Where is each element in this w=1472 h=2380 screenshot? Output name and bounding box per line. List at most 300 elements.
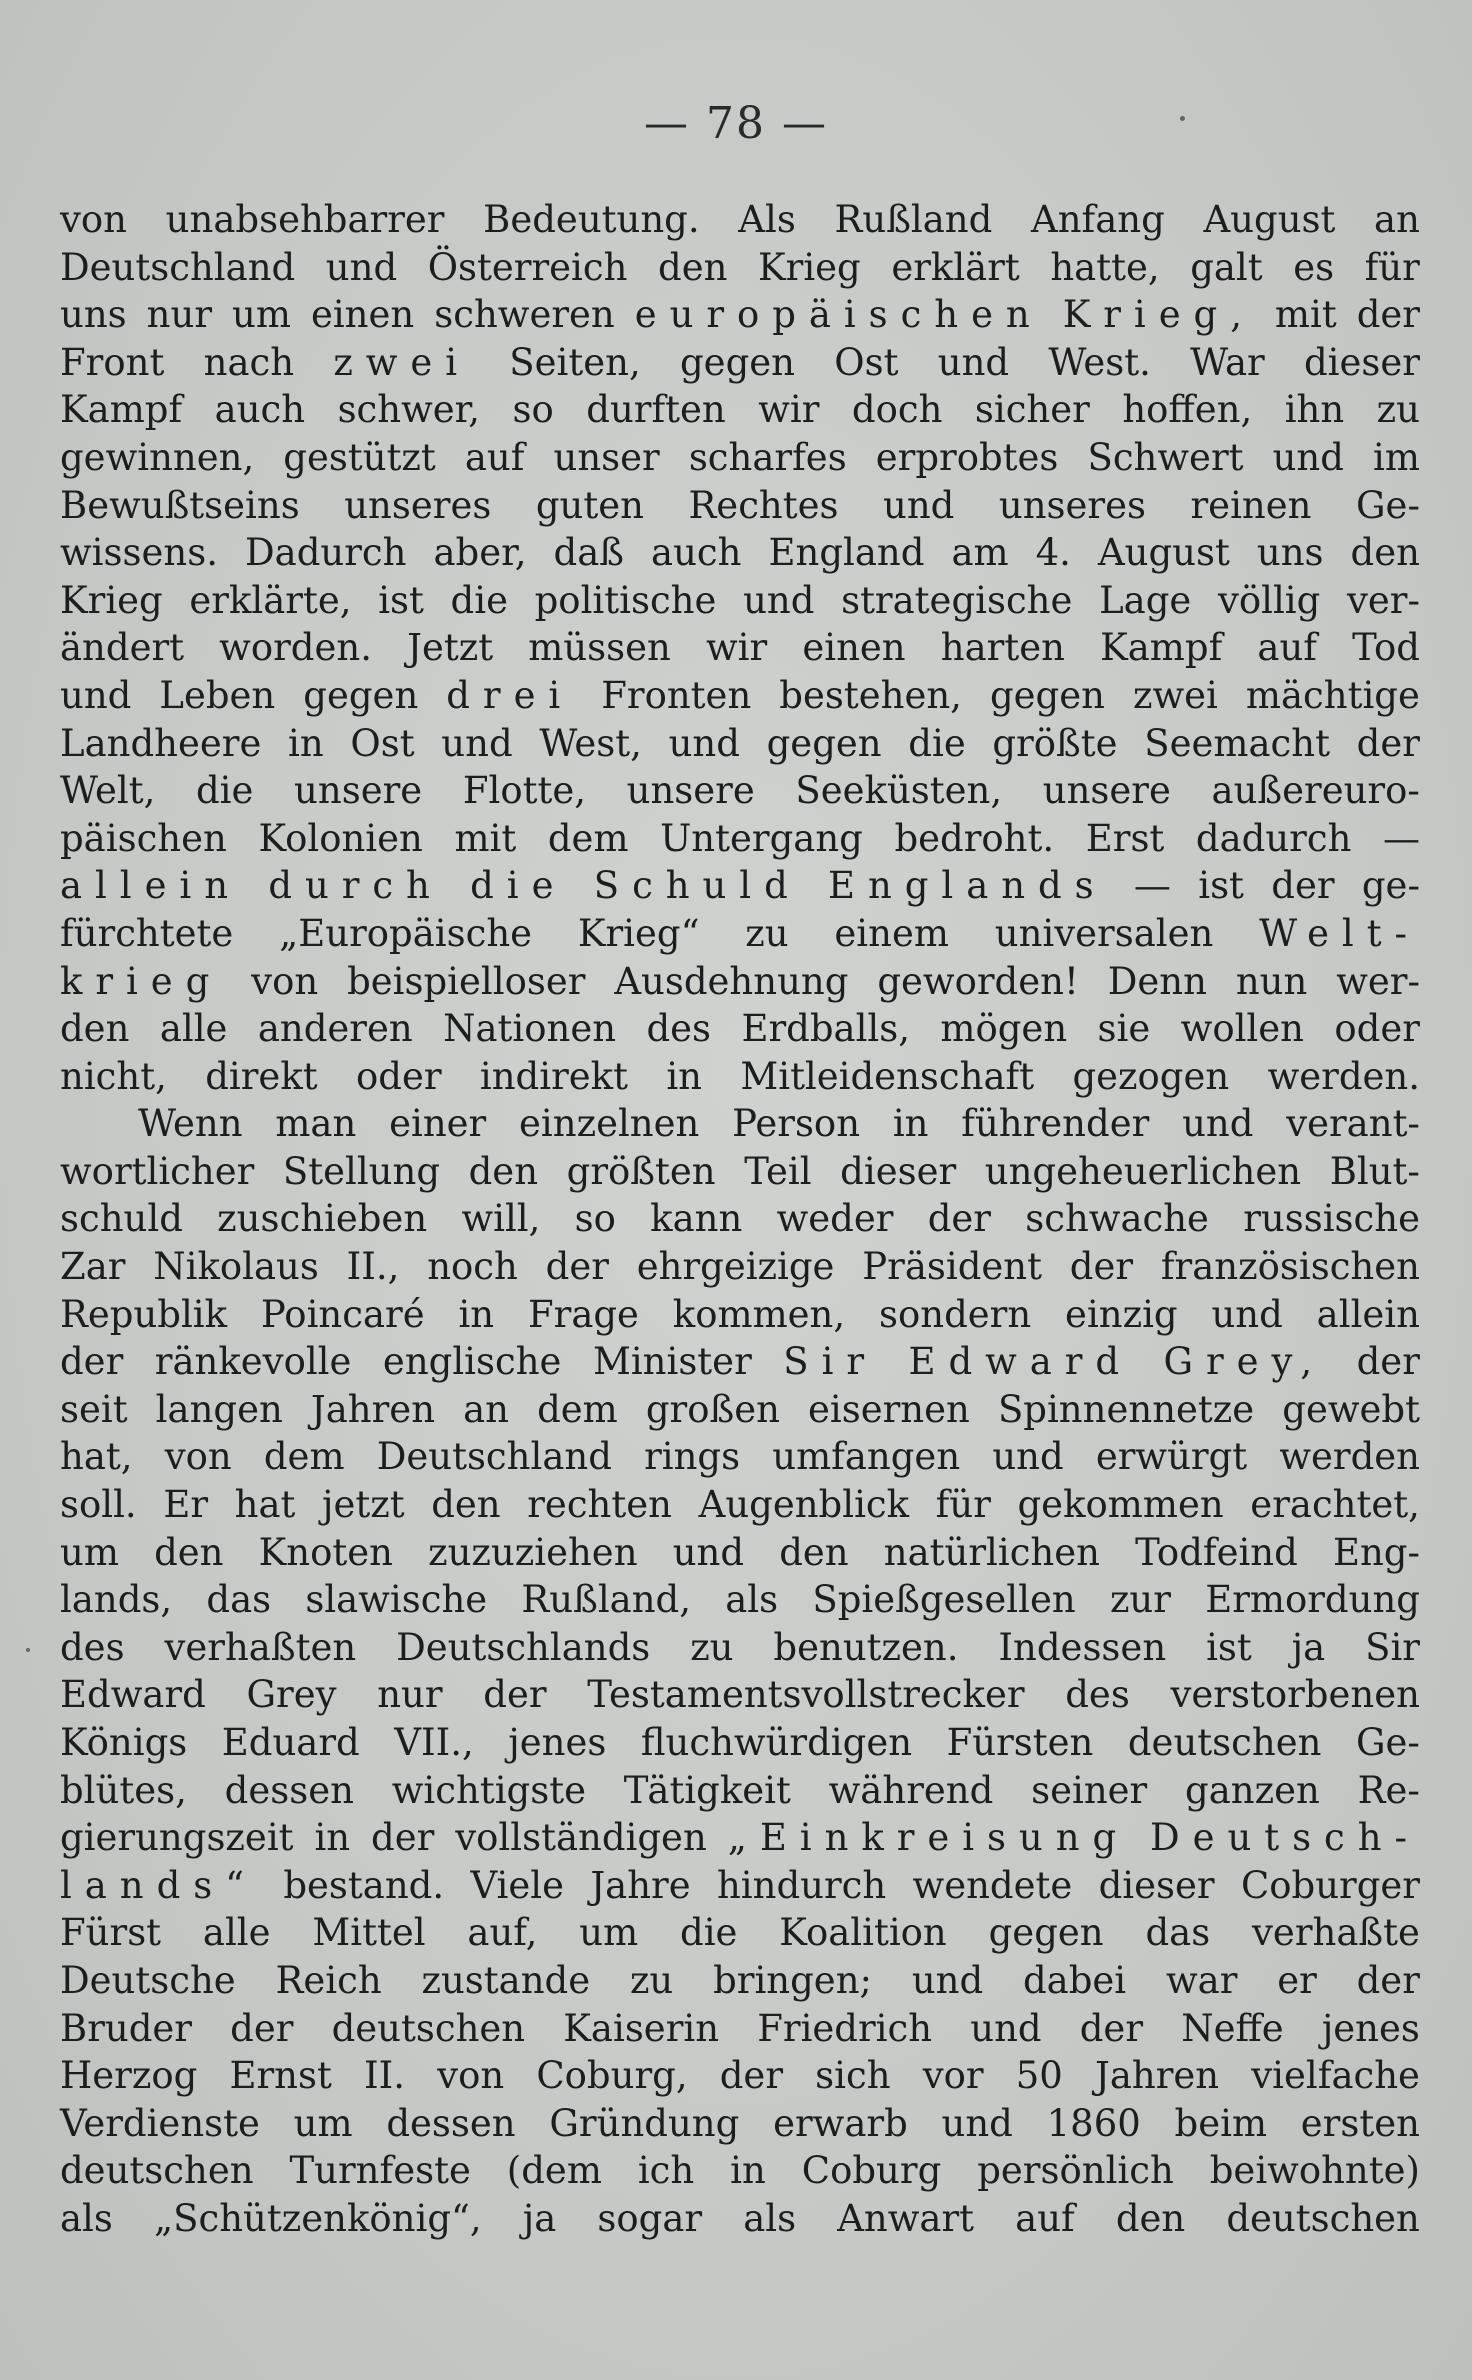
word: der [230,2006,294,2050]
word: erachtet, [1250,1483,1420,1527]
word: Reich [275,1958,382,2002]
word: in [892,1102,929,1146]
text-line [60,1957,1420,2005]
word: vielfache [1251,2054,1420,2098]
word: nach [203,340,295,384]
word: zu [1376,388,1420,432]
word: Schwert [1087,435,1244,479]
word: führender [961,1102,1150,1146]
word: Friedrich [757,2006,933,2050]
word: ihn [1284,388,1345,432]
text-line [60,1433,1420,1481]
word: schwache [1025,1197,1209,1241]
text-line [60,1148,1420,1196]
word: blütes, [60,1768,187,1812]
word: Rußland [834,198,993,241]
word: seit [60,1387,128,1431]
word: „Europäische [279,911,533,955]
word: Kolonien [258,816,423,860]
word: VII., [394,1721,474,1764]
word: kann [650,1197,743,1241]
word: der [1356,293,1420,337]
word: schwer, [337,388,481,432]
word: Welt, [60,769,156,813]
word: Kampf [1100,626,1223,670]
word: slawische [305,1578,488,1622]
word: jetzt [322,1483,405,1527]
text-line [60,2195,1420,2243]
word: hatte, [1050,245,1160,289]
word: bringen; [713,1958,872,2002]
word: völlig [1217,578,1321,622]
text-line [60,1291,1420,1339]
word: außereuro- [1211,769,1420,813]
word: gestützt [283,435,436,479]
text-line [60,1053,1420,1101]
word: harten [940,626,1065,670]
word: als [743,2196,797,2240]
word: Fürsten [946,1721,1094,1764]
text-line [60,1481,1420,1529]
word: Grey, [1163,1340,1326,1384]
word: deutschen [1127,1721,1322,1764]
word: bedroht. [894,816,1055,860]
word: zu [690,1625,734,1669]
word: nicht, [60,1054,167,1098]
word: erprobtes [875,435,1059,479]
word: und [1182,1102,1254,1146]
word: einzig [1065,1292,1178,1336]
word: gezogen [1072,1054,1230,1098]
text-line [60,2052,1420,2100]
word: August [1097,531,1230,575]
word: Edward [60,1673,206,1717]
word: bestand. [283,1863,445,1907]
word: Königs [60,1721,188,1764]
word: einen [310,293,415,337]
word: dem [547,816,629,860]
word: hoffen, [1122,388,1253,432]
word: seiner [1031,1768,1148,1812]
word: den [468,1149,539,1193]
word: werden. [1267,1054,1420,1098]
word: an [463,1387,509,1431]
word: Coburg [801,2149,942,2193]
word: fürchtete [60,911,234,955]
word: allein [1316,1292,1420,1336]
word: noch [427,1245,518,1289]
word: alle [159,1007,228,1051]
word: zu [629,1958,674,2002]
word: Jahren [1094,2054,1220,2098]
word: direkt [205,1054,318,1098]
word: größten [566,1149,716,1193]
word: langen [155,1387,283,1431]
word: Herzog [60,2054,198,2098]
word: ge- [1361,864,1420,908]
word: zuschieben [217,1197,428,1241]
word: während [828,1768,994,1812]
word: erwürgt [1095,1435,1248,1479]
word: der [1079,2006,1144,2050]
word: worden. [219,626,372,670]
word: Coburg, [536,2054,688,2098]
word: großen [645,1387,780,1431]
word: von [60,198,128,241]
word: Spießgesellen [812,1578,1076,1622]
word: den [1350,531,1420,575]
word: ist [378,578,424,622]
text-line [60,1862,1420,1910]
word: ungeheuerlichen [984,1149,1302,1193]
text-line [60,1909,1420,1957]
word: Eduard [221,1721,360,1764]
word: päischen [60,816,227,860]
word: Sir [1365,1625,1420,1669]
word: und [668,721,740,765]
text-line [60,1195,1420,1243]
text-line [60,1671,1420,1719]
word: unabsehbarrer [165,198,445,241]
word: einer [389,1102,487,1146]
text-line [60,2005,1420,2053]
text-line [60,386,1420,434]
word: gegen [680,340,795,384]
word: von [251,959,319,1003]
word: universalen [994,911,1214,955]
word: hat, [60,1435,133,1479]
word: müssen [528,626,671,670]
word: sondern [879,1292,1032,1336]
word: der [927,1197,991,1241]
word: gewebt [1282,1387,1420,1431]
word: Ernst [229,2054,332,2098]
word: unseres [344,483,492,527]
word: Deutsche [60,1958,236,2002]
word: Ge- [1355,1721,1420,1764]
word: Spinnennetze [997,1387,1255,1431]
word: und [441,721,513,765]
word: dieser [840,1149,957,1193]
word: Anfang [1030,198,1165,241]
word: Kampf [60,388,183,432]
text-line [60,577,1420,625]
word: Nikolaus [153,1245,319,1289]
word: und [743,578,815,622]
word: Indessen [998,1625,1167,1669]
word: der [371,1816,435,1860]
word: mit [1274,293,1337,337]
word: Rechtes [688,483,839,527]
word: hindurch [716,1863,887,1907]
word: Deutschland [60,245,296,289]
word: und [937,340,1010,384]
word: Fürst [60,1911,162,1955]
word: durch [268,864,443,908]
word: Erdballs, [741,1007,910,1051]
word: strategische [841,578,1073,622]
word: der [1356,1958,1420,2002]
word: Präsident [862,1245,1042,1289]
word: deutschen [1226,2196,1420,2240]
text-line [60,196,1420,244]
text-line [60,529,1420,577]
word: der [60,1340,124,1384]
text-line [60,862,1420,910]
word: größte [992,721,1118,765]
word: gekommen [1017,1483,1224,1527]
word: gierungszeit [60,1816,294,1860]
word: Gründung [549,2101,740,2145]
word: englische [382,1340,562,1384]
word: Kaiserin [563,2006,720,2050]
word: erklärte, [189,578,352,622]
word: Bewußtseins [60,483,300,527]
word: daß [553,531,624,575]
word: England [768,531,925,575]
word: deutschen [60,2149,254,2193]
word: war [1165,1958,1238,2002]
word: den [431,1483,501,1527]
word: ja [522,2196,557,2240]
word: indirekt [479,1054,628,1098]
word: durften [586,388,726,432]
word: Viele [470,1863,564,1907]
word: zwei [333,340,471,384]
word: als [60,2196,113,2240]
word: am [951,531,1009,575]
word: der [545,1245,609,1289]
word: Ost [834,340,899,384]
word: „Schützenkönig“, [153,2196,482,2240]
word: uns [1256,531,1324,575]
word: nun [1235,959,1308,1003]
word: auch [651,531,742,575]
word: Tod [1352,626,1420,670]
word: ist [1206,1625,1252,1669]
word: Republik [60,1292,228,1336]
word: jenes [1321,2006,1420,2050]
word: galt [1190,245,1263,289]
word: Anwart [837,2196,975,2240]
word: benutzen. [773,1625,959,1669]
text-line [60,291,1420,339]
word: in [288,721,324,765]
word: das [1145,1911,1211,1955]
word: Jetzt [407,626,494,670]
word: wer- [1336,959,1420,1003]
word: den [154,1530,224,1574]
word: der [1356,721,1420,765]
word: gegen [989,673,1105,717]
word: Jahren [310,1387,436,1431]
word: Ost [350,721,415,765]
text-line [60,244,1420,292]
word: nur [377,1673,443,1717]
word: beiwohnte) [1209,2149,1420,2193]
word: er [1277,1958,1317,2002]
word: Knoten [258,1530,393,1574]
word: ersten [1300,2101,1420,2145]
word: bestehen, [779,673,962,717]
word: für [1364,245,1420,289]
word: sie [1097,1007,1151,1051]
word: des [60,1625,125,1669]
word: Person [732,1102,861,1146]
word: man [275,1102,357,1146]
word: Denn [1107,959,1207,1003]
word: das [206,1578,272,1622]
word: rechten [527,1483,672,1527]
word: dadurch [1195,816,1352,860]
word: wollen [1180,1007,1304,1051]
word: Todfeind [1135,1530,1298,1574]
word: und [1211,1292,1283,1336]
word: „Einkreisung [727,1816,1130,1860]
word: von [164,1435,232,1479]
word: der [1271,864,1335,908]
word: dem [537,1387,618,1431]
word: mit [454,816,517,860]
word: für [935,1483,991,1527]
word: um [60,1530,119,1574]
word: und [1272,435,1344,479]
word: unseres [998,483,1146,527]
text-line [60,1576,1420,1624]
word: Landheere [60,721,262,765]
word: lands“ [60,1863,258,1907]
word: des [1065,1673,1130,1717]
word: Seeküsten, [795,769,1003,813]
word: dem [263,1435,345,1479]
word: europäischen [634,293,1043,337]
word: aber, [433,531,527,575]
word: wortlicher [60,1149,255,1193]
word: gewinnen, [60,435,255,479]
word: Minister [592,1340,752,1384]
word: Poincaré [260,1292,425,1336]
word: wichtigste [391,1768,586,1812]
word: gegen [766,721,882,765]
word: die [680,1911,738,1955]
word: Mitleidenschaft [740,1054,1035,1098]
word: deutschen [331,2006,526,2050]
word: auf, [467,1911,538,1955]
word: um [579,1911,639,1955]
word: die [196,769,254,813]
word: schweren [434,293,615,337]
word: Edward [908,1340,1132,1384]
word: sich [815,2054,891,2098]
word: in [314,1816,351,1860]
word: ränkevolle [154,1340,352,1384]
word: fluchwürdigen [640,1721,913,1764]
word: Er [163,1483,209,1527]
text-line [60,1338,1420,1386]
word: politische [534,578,717,622]
word: den [779,1530,849,1574]
text-line [60,1100,1420,1148]
word: verstorbenen [1170,1673,1420,1717]
word: schuld [60,1197,183,1241]
word: guten [535,483,644,527]
word: Österreich [427,245,628,289]
word: einen [802,626,906,670]
word: II., [346,1245,400,1289]
word: und [60,673,132,717]
word: Testamentsvollstrecker [587,1673,1025,1717]
word: und [941,2101,1013,2145]
word: dieser [1303,340,1420,384]
word: vor [922,2054,984,2098]
word: Turnfeste [289,2149,471,2193]
word: es [1293,245,1335,289]
word: will, [461,1197,541,1241]
word: sogar [597,2196,703,2240]
word: soll. [60,1483,137,1527]
word: II. [364,2054,406,2098]
word: zwei [1132,673,1218,717]
word: der [719,2054,784,2098]
text-line [60,2147,1420,2195]
text-line [60,1767,1420,1815]
word: zustande [421,1958,591,2002]
word: oder [355,1054,442,1098]
word: Re- [1357,1768,1420,1812]
word: sicher [974,388,1090,432]
word: 4. [1035,531,1071,575]
word: Englands [828,864,1107,908]
word: Jahre [590,1863,691,1907]
text-line [60,1243,1420,1291]
word: Bruder [60,2006,192,2050]
word: erwarb [773,2101,908,2145]
word: natürlichen [883,1530,1100,1574]
text-line [60,339,1420,387]
word: Nationen [443,1007,617,1051]
word: auf [1015,2196,1075,2240]
text-line [60,1719,1420,1767]
word: russische [1243,1197,1420,1241]
word: als [725,1578,779,1622]
word: dessen [224,1768,354,1812]
word: dieser [1098,1863,1215,1907]
word: dessen [386,2101,516,2145]
word: in [666,1054,702,1098]
word: Verdienste [60,2101,260,2145]
word: Seiten, [509,340,641,384]
word: ehrgeizige [636,1245,835,1289]
word: weder [776,1197,894,1241]
text-line [60,1624,1420,1672]
word: mögen [940,1007,1068,1051]
word: drei [446,673,574,717]
word: doch [851,388,943,432]
text-line [60,482,1420,530]
word: dabei [1022,1958,1127,2002]
text-line [60,1386,1420,1434]
word: Blut- [1329,1149,1420,1193]
word: von [437,2054,505,2098]
word: lands, [60,1578,173,1622]
word: Deutschland [376,1435,612,1479]
word: Koalition [779,1911,947,1955]
word: zuzuziehen [428,1530,638,1574]
word: unsere [626,769,755,813]
text-line [60,1814,1420,1862]
word: und [970,2006,1042,2050]
word: wir [706,626,768,670]
